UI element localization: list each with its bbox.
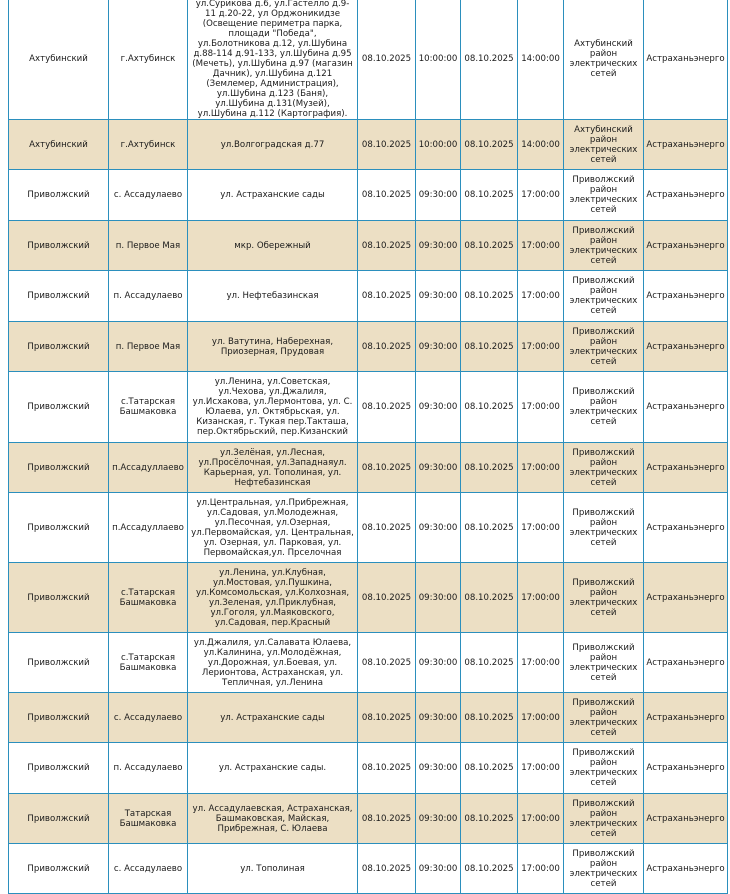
start-date-cell: 08.10.2025	[358, 493, 416, 563]
district-cell: Ахтубинский	[9, 120, 109, 170]
end-time-cell: 17:00:00	[518, 844, 564, 894]
district-cell: Приволжский	[9, 794, 109, 844]
streets-cell: ул. Ватутина, Наберехная, Приозерная, Прудовая	[188, 322, 358, 372]
company-cell: Астраханьэнерго	[644, 743, 728, 794]
end-time-cell: 17:00:00	[518, 493, 564, 563]
company-cell: Астраханьэнерго	[644, 372, 728, 443]
end-time-cell: 17:00:00	[518, 443, 564, 493]
unit-cell: Приволжский район электрических сетей	[564, 322, 644, 372]
settlement-cell: п. Первое Мая	[109, 221, 188, 271]
streets-cell: ул. Тополиная	[188, 844, 358, 894]
start-date-cell: 08.10.2025	[358, 221, 416, 271]
settlement-cell: п.Ассадуллаево	[109, 493, 188, 563]
end-date-cell: 08.10.2025	[461, 794, 518, 844]
unit-cell: Приволжский район электрических сетей	[564, 170, 644, 221]
settlement-cell: п. Ассадулаево	[109, 271, 188, 322]
unit-cell: Приволжский район электрических сетей	[564, 563, 644, 633]
table-row	[9, 693, 728, 743]
district-cell: Ахтубинский	[9, 0, 109, 120]
start-time-cell: 09:30:00	[416, 794, 461, 844]
end-time-cell: 17:00:00	[518, 563, 564, 633]
streets-cell: мкр. Обережный	[188, 221, 358, 271]
streets-cell: ул.Ленина, ул.Клубная, ул.Мостовая, ул.Пушкина, ул.Комсомольская, ул.Колхозная, ул.Зеленая, ул.Приклубная, ул.Гоголя, ул.Маяковского, ул.Садовая, пер.Красный	[188, 563, 358, 633]
company-cell: Астраханьэнерго	[644, 493, 728, 563]
end-time-cell: 17:00:00	[518, 633, 564, 693]
table-row	[9, 170, 728, 221]
table-body	[9, 0, 728, 894]
district-cell: Приволжский	[9, 170, 109, 221]
settlement-cell: с.Татарская Башмаковка	[109, 633, 188, 693]
unit-cell: Приволжский район электрических сетей	[564, 493, 644, 563]
unit-cell: Приволжский район электрических сетей	[564, 794, 644, 844]
end-date-cell: 08.10.2025	[461, 170, 518, 221]
table-row	[9, 322, 728, 372]
settlement-cell: г.Ахтубинск	[109, 120, 188, 170]
table-row	[9, 743, 728, 794]
table-row	[9, 221, 728, 271]
streets-cell: ул.Сурикова д.6, ул.Гастелло д.9-11 д.20-22, ул Орджоникидзе (Освещение периметра парка, площади "Победа", ул.Болотникова д.12, ул.Шубина д.88-114 д.91-133, ул.Шубина д.95 (Мечеть), ул.Шубина д.97 (магазин Дачник), ул.Шубина д.121 (Землемер, Администрация), ул.Шубина д.123 (Баня), ул.Шубина д.131(Музей), ул.Шубина д.112 (Картография).	[188, 0, 358, 120]
start-time-cell: 09:30:00	[416, 693, 461, 743]
end-time-cell: 17:00:00	[518, 693, 564, 743]
end-date-cell: 08.10.2025	[461, 743, 518, 794]
start-date-cell: 08.10.2025	[358, 271, 416, 322]
table-row	[9, 794, 728, 844]
streets-cell: ул.Зелёная, ул.Лесная, ул.Просёлочная, ул.Западнаяул. Карьерная, ул. Тополиная, ул. Нефтебазинская	[188, 443, 358, 493]
start-time-cell: 09:30:00	[416, 170, 461, 221]
district-cell: Приволжский	[9, 563, 109, 633]
settlement-cell: п. Ассадулаево	[109, 743, 188, 794]
district-cell: Приволжский	[9, 633, 109, 693]
start-time-cell: 09:30:00	[416, 271, 461, 322]
settlement-cell: с. Ассадулаево	[109, 693, 188, 743]
end-time-cell: 17:00:00	[518, 743, 564, 794]
start-date-cell: 08.10.2025	[358, 322, 416, 372]
unit-cell: Приволжский район электрических сетей	[564, 633, 644, 693]
district-cell: Приволжский	[9, 693, 109, 743]
streets-cell: ул. Астраханские сады	[188, 170, 358, 221]
start-time-cell: 09:30:00	[416, 844, 461, 894]
streets-cell: ул.Волгоградская д.77	[188, 120, 358, 170]
table-row	[9, 372, 728, 443]
streets-cell: ул. Астраханские сады.	[188, 743, 358, 794]
company-cell: Астраханьэнерго	[644, 221, 728, 271]
unit-cell: Приволжский район электрических сетей	[564, 372, 644, 443]
start-time-cell: 10:00:00	[416, 120, 461, 170]
settlement-cell: п.Ассадуллаево	[109, 443, 188, 493]
unit-cell: Ахтубинский район электрических сетей	[564, 120, 644, 170]
settlement-cell: г.Ахтубинск	[109, 0, 188, 120]
start-date-cell: 08.10.2025	[358, 120, 416, 170]
district-cell: Приволжский	[9, 743, 109, 794]
start-date-cell: 08.10.2025	[358, 372, 416, 443]
company-cell: Астраханьэнерго	[644, 170, 728, 221]
end-date-cell: 08.10.2025	[461, 221, 518, 271]
company-cell: Астраханьэнерго	[644, 563, 728, 633]
end-time-cell: 17:00:00	[518, 794, 564, 844]
start-time-cell: 09:30:00	[416, 563, 461, 633]
start-date-cell: 08.10.2025	[358, 633, 416, 693]
end-date-cell: 08.10.2025	[461, 120, 518, 170]
end-date-cell: 08.10.2025	[461, 493, 518, 563]
end-date-cell: 08.10.2025	[461, 844, 518, 894]
table-row	[9, 633, 728, 693]
start-date-cell: 08.10.2025	[358, 794, 416, 844]
settlement-cell: с.Татарская Башмаковка	[109, 563, 188, 633]
start-date-cell: 08.10.2025	[358, 443, 416, 493]
start-time-cell: 09:30:00	[416, 221, 461, 271]
company-cell: Астраханьэнерго	[644, 794, 728, 844]
end-time-cell: 17:00:00	[518, 221, 564, 271]
district-cell: Приволжский	[9, 844, 109, 894]
start-time-cell: 09:30:00	[416, 443, 461, 493]
unit-cell: Приволжский район электрических сетей	[564, 743, 644, 794]
company-cell: Астраханьэнерго	[644, 844, 728, 894]
outage-table-container	[8, 0, 728, 894]
end-date-cell: 08.10.2025	[461, 0, 518, 120]
end-date-cell: 08.10.2025	[461, 443, 518, 493]
start-time-cell: 09:30:00	[416, 322, 461, 372]
unit-cell: Приволжский район электрических сетей	[564, 271, 644, 322]
streets-cell: ул. Ассадулаевская, Астраханская, Башмаковская, Майская, Прибрежная, С. Юлаева	[188, 794, 358, 844]
streets-cell: ул.Ленина, ул.Советская, ул.Чехова, ул.Джалиля, ул.Исхакова, ул.Лермонтова, ул. С. Юлаева, ул. Октябрьская, ул. Кизанская, г. Тукая пер.Такташа, пер.Октябрьский, пер.Кизанский	[188, 372, 358, 443]
power-outage-table	[8, 0, 728, 894]
start-date-cell: 08.10.2025	[358, 693, 416, 743]
streets-cell: ул. Нефтебазинская	[188, 271, 358, 322]
end-time-cell: 17:00:00	[518, 372, 564, 443]
company-cell: Астраханьэнерго	[644, 693, 728, 743]
streets-cell: ул.Джалиля, ул.Салавата Юлаева, ул.Калинина, ул.Молодёжная, ул.Дорожная, ул.Боевая, ул. Лериoнтова, Астраханская, ул. Тепличная, ул.Ленина	[188, 633, 358, 693]
start-time-cell: 09:30:00	[416, 493, 461, 563]
company-cell: Астраханьэнерго	[644, 443, 728, 493]
table-row	[9, 120, 728, 170]
unit-cell: Приволжский район электрических сетей	[564, 693, 644, 743]
district-cell: Приволжский	[9, 493, 109, 563]
settlement-cell: Татарская Башмаковка	[109, 794, 188, 844]
start-date-cell: 08.10.2025	[358, 0, 416, 120]
company-cell: Астраханьэнерго	[644, 633, 728, 693]
streets-cell: ул.Центральная, ул.Прибрежная, ул.Садовая, ул.Молодежная, ул.Песочная, ул.Озерная, ул.Первомайская, ул. Центральная, ул. Озерная, ул. Парковая, ул. Первомайская,ул. Прселочная	[188, 493, 358, 563]
settlement-cell: с. Ассадулаево	[109, 844, 188, 894]
unit-cell: Приволжский район электрических сетей	[564, 844, 644, 894]
district-cell: Приволжский	[9, 443, 109, 493]
unit-cell: Ахтубинский район электрических сетей	[564, 0, 644, 120]
table-row	[9, 271, 728, 322]
streets-cell: ул. Астраханские сады	[188, 693, 358, 743]
table-row	[9, 493, 728, 563]
start-time-cell: 09:30:00	[416, 743, 461, 794]
district-cell: Приволжский	[9, 322, 109, 372]
end-date-cell: 08.10.2025	[461, 271, 518, 322]
end-date-cell: 08.10.2025	[461, 372, 518, 443]
settlement-cell: с. Ассадулаево	[109, 170, 188, 221]
end-time-cell: 17:00:00	[518, 322, 564, 372]
table-row	[9, 0, 728, 120]
start-date-cell: 08.10.2025	[358, 743, 416, 794]
table-row	[9, 443, 728, 493]
start-time-cell: 09:30:00	[416, 633, 461, 693]
start-time-cell: 10:00:00	[416, 0, 461, 120]
end-date-cell: 08.10.2025	[461, 563, 518, 633]
start-time-cell: 09:30:00	[416, 372, 461, 443]
company-cell: Астраханьэнерго	[644, 271, 728, 322]
table-row	[9, 844, 728, 894]
settlement-cell: п. Первое Мая	[109, 322, 188, 372]
start-date-cell: 08.10.2025	[358, 844, 416, 894]
end-time-cell: 14:00:00	[518, 0, 564, 120]
table-row	[9, 563, 728, 633]
unit-cell: Приволжский район электрических сетей	[564, 443, 644, 493]
end-time-cell: 17:00:00	[518, 170, 564, 221]
end-date-cell: 08.10.2025	[461, 633, 518, 693]
end-time-cell: 17:00:00	[518, 271, 564, 322]
start-date-cell: 08.10.2025	[358, 563, 416, 633]
district-cell: Приволжский	[9, 372, 109, 443]
district-cell: Приволжский	[9, 221, 109, 271]
settlement-cell: с.Татарская Башмаковка	[109, 372, 188, 443]
company-cell: Астраханьэнерго	[644, 120, 728, 170]
company-cell: Астраханьэнерго	[644, 0, 728, 120]
unit-cell: Приволжский район электрических сетей	[564, 221, 644, 271]
company-cell: Астраханьэнерго	[644, 322, 728, 372]
district-cell: Приволжский	[9, 271, 109, 322]
start-date-cell: 08.10.2025	[358, 170, 416, 221]
end-date-cell: 08.10.2025	[461, 693, 518, 743]
end-time-cell: 14:00:00	[518, 120, 564, 170]
end-date-cell: 08.10.2025	[461, 322, 518, 372]
